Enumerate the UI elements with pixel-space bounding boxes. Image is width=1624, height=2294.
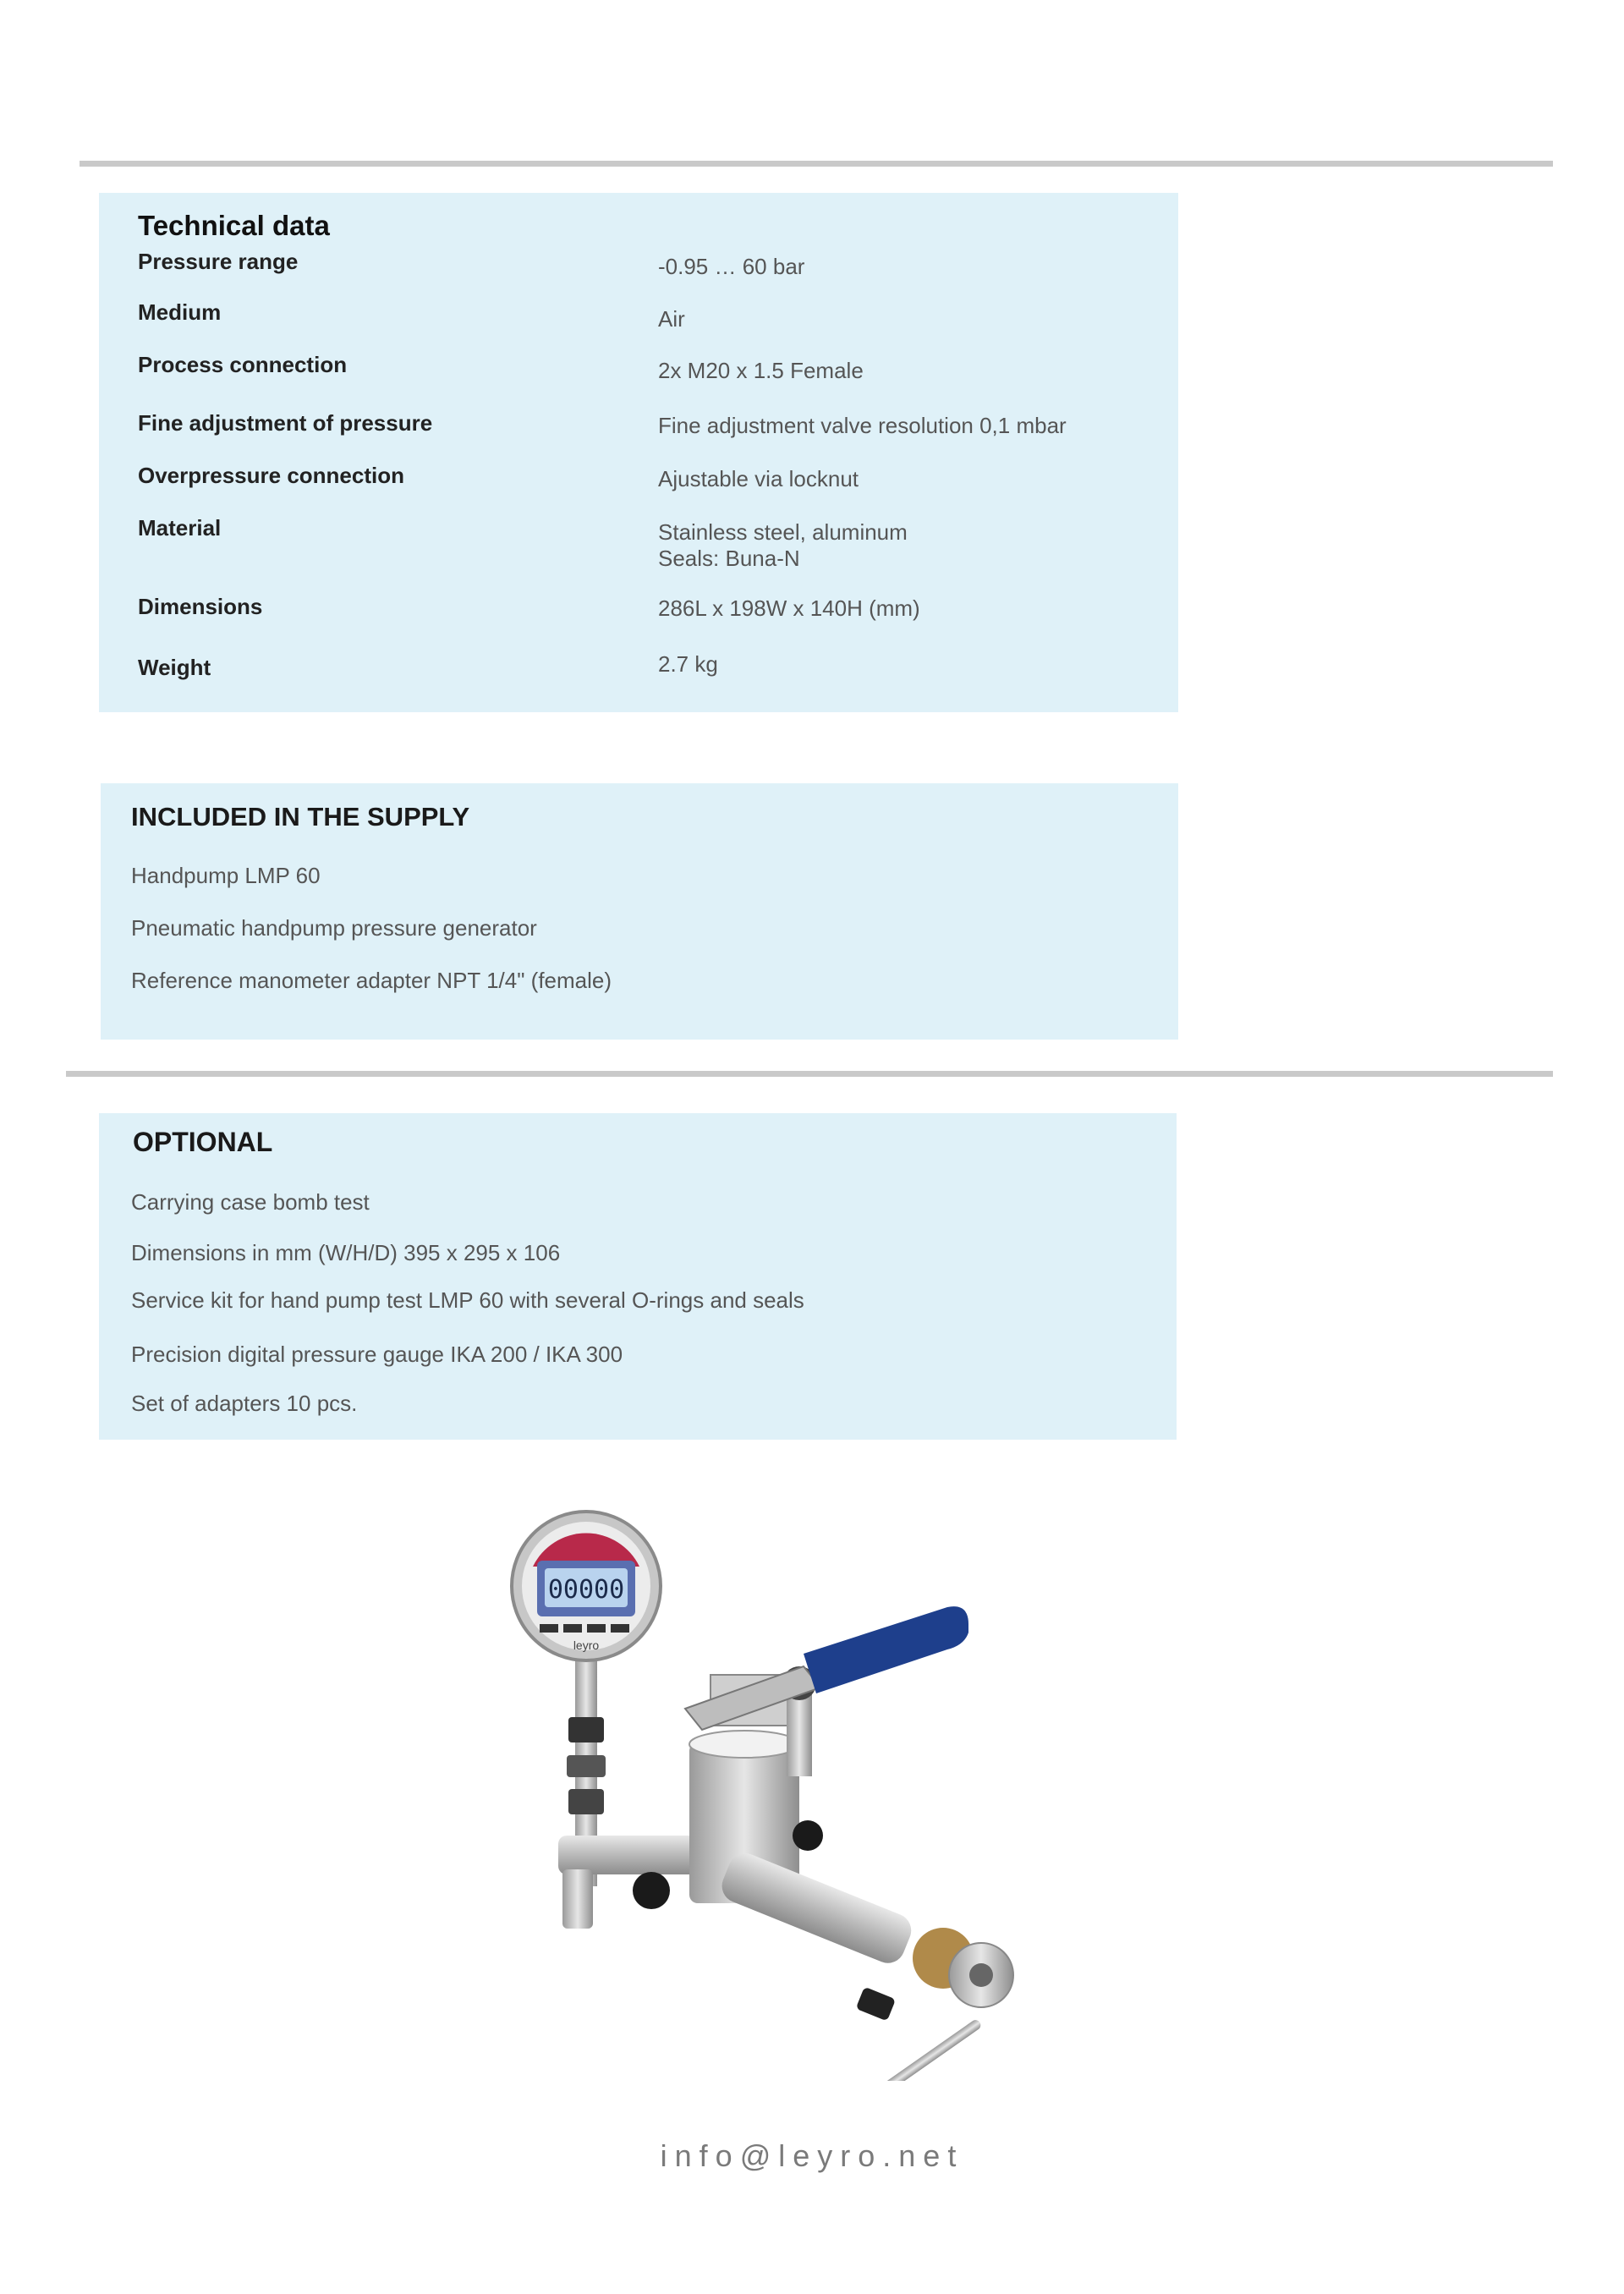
weight-value: 2.7 kg xyxy=(658,651,718,677)
supply-item: Handpump LMP 60 xyxy=(131,863,321,888)
dimensions-label: Dimensions xyxy=(138,594,263,619)
overpressure-connection-value: Ajustable via locknut xyxy=(658,466,859,491)
optional-item: Carrying case bomb test xyxy=(131,1189,370,1215)
optional-title: OPTIONAL xyxy=(133,1127,273,1157)
fine-adjustment-value: Fine adjustment valve resolution 0,1 mbar xyxy=(658,413,1067,438)
medium-value: Air xyxy=(658,306,685,332)
top-divider xyxy=(80,161,1553,167)
supply-item: Pneumatic handpump pressure generator xyxy=(131,915,537,941)
supply-title: INCLUDED IN THE SUPPLY xyxy=(131,802,470,831)
overpressure-connection-label: Overpressure connection xyxy=(138,463,404,488)
technical-data-panel xyxy=(99,193,1178,712)
supply-panel xyxy=(101,783,1178,1040)
pressure-range-value: -0.95 … 60 bar xyxy=(658,254,805,279)
fine-adjustment-label: Fine adjustment of pressure xyxy=(138,410,433,436)
contact-email[interactable]: info@leyro.net xyxy=(660,2138,964,2173)
gauge-display-text: 00000 xyxy=(547,1575,625,1605)
gauge-brand-text: leyro xyxy=(573,1638,600,1652)
material-label: Material xyxy=(138,515,222,541)
material-seals-value: Seals: Buna-N xyxy=(658,546,800,571)
dimensions-value: 286L x 198W x 140H (mm) xyxy=(658,595,920,621)
weight-label: Weight xyxy=(138,655,211,680)
medium-label: Medium xyxy=(138,299,222,325)
supply-item: Reference manometer adapter NPT 1/4" (female) xyxy=(131,968,612,993)
process-connection-value: 2x M20 x 1.5 Female xyxy=(658,358,864,383)
pressure-range-label: Pressure range xyxy=(138,249,299,274)
process-connection-label: Process connection xyxy=(138,352,348,377)
optional-panel xyxy=(99,1113,1177,1440)
optional-item: Service kit for hand pump test LMP 60 with several O-rings and seals xyxy=(131,1287,804,1313)
technical-data-title: Technical data xyxy=(138,210,330,241)
hand-pump-product-image xyxy=(508,1506,1100,2081)
optional-item: Dimensions in mm (W/H/D) 395 x 295 x 106 xyxy=(131,1240,561,1265)
material-value: Stainless steel, aluminum xyxy=(658,519,908,545)
middle-divider xyxy=(66,1071,1553,1077)
optional-item: Set of adapters 10 pcs. xyxy=(131,1391,358,1416)
optional-item: Precision digital pressure gauge IKA 200 / IKA 300 xyxy=(131,1342,623,1367)
